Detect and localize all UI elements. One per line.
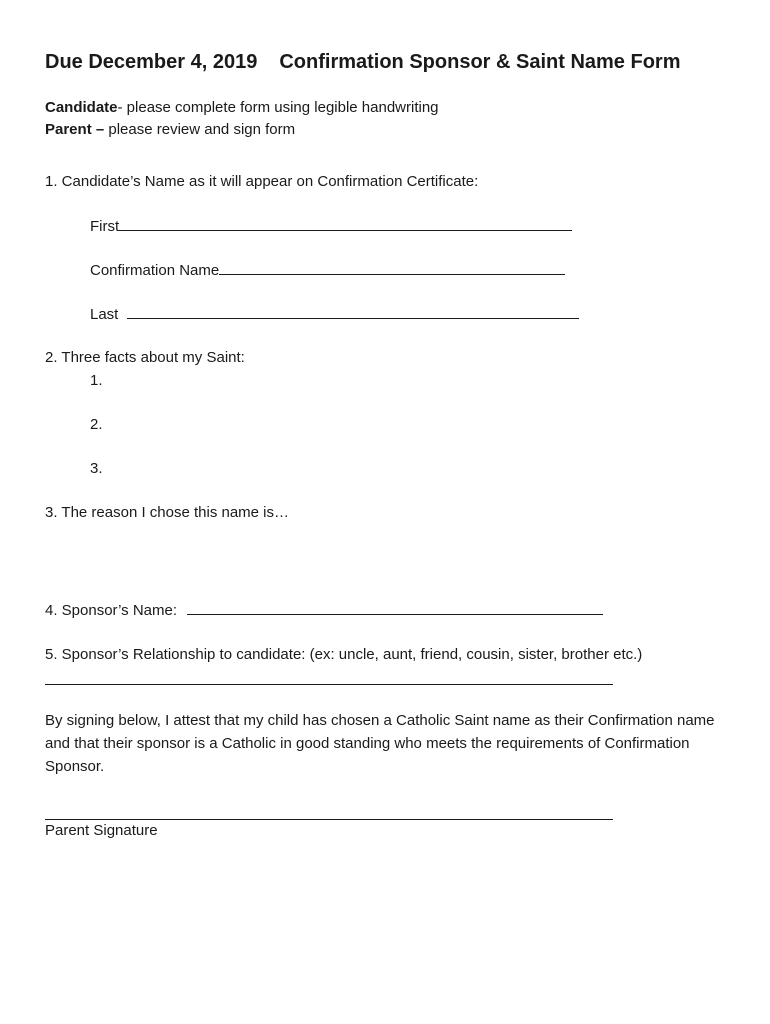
- parent-instruction: [45, 120, 295, 140]
- candidate-label: Candidate: [45, 99, 118, 116]
- sponsor-name-row: [45, 599, 603, 621]
- attestation-text: By signing below, I attest that my child has chosen a Catholic Saint name as their Confirmation name and that their sponsor is a Catholic in good standing who meets the requirements of Confirmation Sponsor.: [45, 712, 715, 775]
- section-3-heading: 3. The reason I chose this name is…: [45, 504, 290, 521]
- candidate-instruction: [45, 98, 439, 118]
- last-name-row: [90, 303, 579, 325]
- due-date: Due December 4, 2019: [45, 51, 258, 73]
- saint-fact-2[interactable]: 2.: [90, 416, 103, 433]
- confirmation-name-label[interactable]: Confirmation Name: [90, 262, 220, 279]
- section-5-heading: 5. Sponsor’s Relationship to candidate: (ex: uncle, aunt, friend, cousin, sister, brother etc.): [45, 646, 643, 663]
- sponsor-relationship-field[interactable]: [45, 684, 613, 685]
- confirmation-name-field[interactable]: [219, 259, 565, 275]
- section-2-heading: 2. Three facts about my Saint:: [45, 349, 245, 366]
- saint-fact-1[interactable]: 1.: [90, 372, 103, 389]
- saint-fact-3[interactable]: 3.: [90, 460, 103, 477]
- first-name-row: [90, 215, 572, 237]
- form-title: [45, 49, 681, 75]
- form-name: Confirmation Sponsor & Saint Name Form: [279, 51, 681, 73]
- section-1-heading: 1. Candidate’s Name as it will appear on Confirmation Certificate:: [45, 173, 479, 190]
- first-name-label: First: [90, 218, 120, 235]
- parent-label: Parent –: [45, 121, 105, 138]
- last-name-label: Last: [90, 306, 119, 323]
- parent-text: please review and sign form: [104, 121, 296, 138]
- candidate-text: - please complete form using legible handwriting: [117, 99, 439, 116]
- last-name-field[interactable]: [127, 303, 579, 319]
- parent-signature-label: Parent Signature: [45, 822, 158, 839]
- sponsor-name-field[interactable]: [187, 599, 603, 615]
- parent-signature-field[interactable]: [45, 819, 613, 820]
- first-name-field[interactable]: [119, 215, 572, 231]
- sponsor-name-label: 4. Sponsor’s Name:: [45, 602, 178, 619]
- confirmation-name-row: [90, 259, 565, 281]
